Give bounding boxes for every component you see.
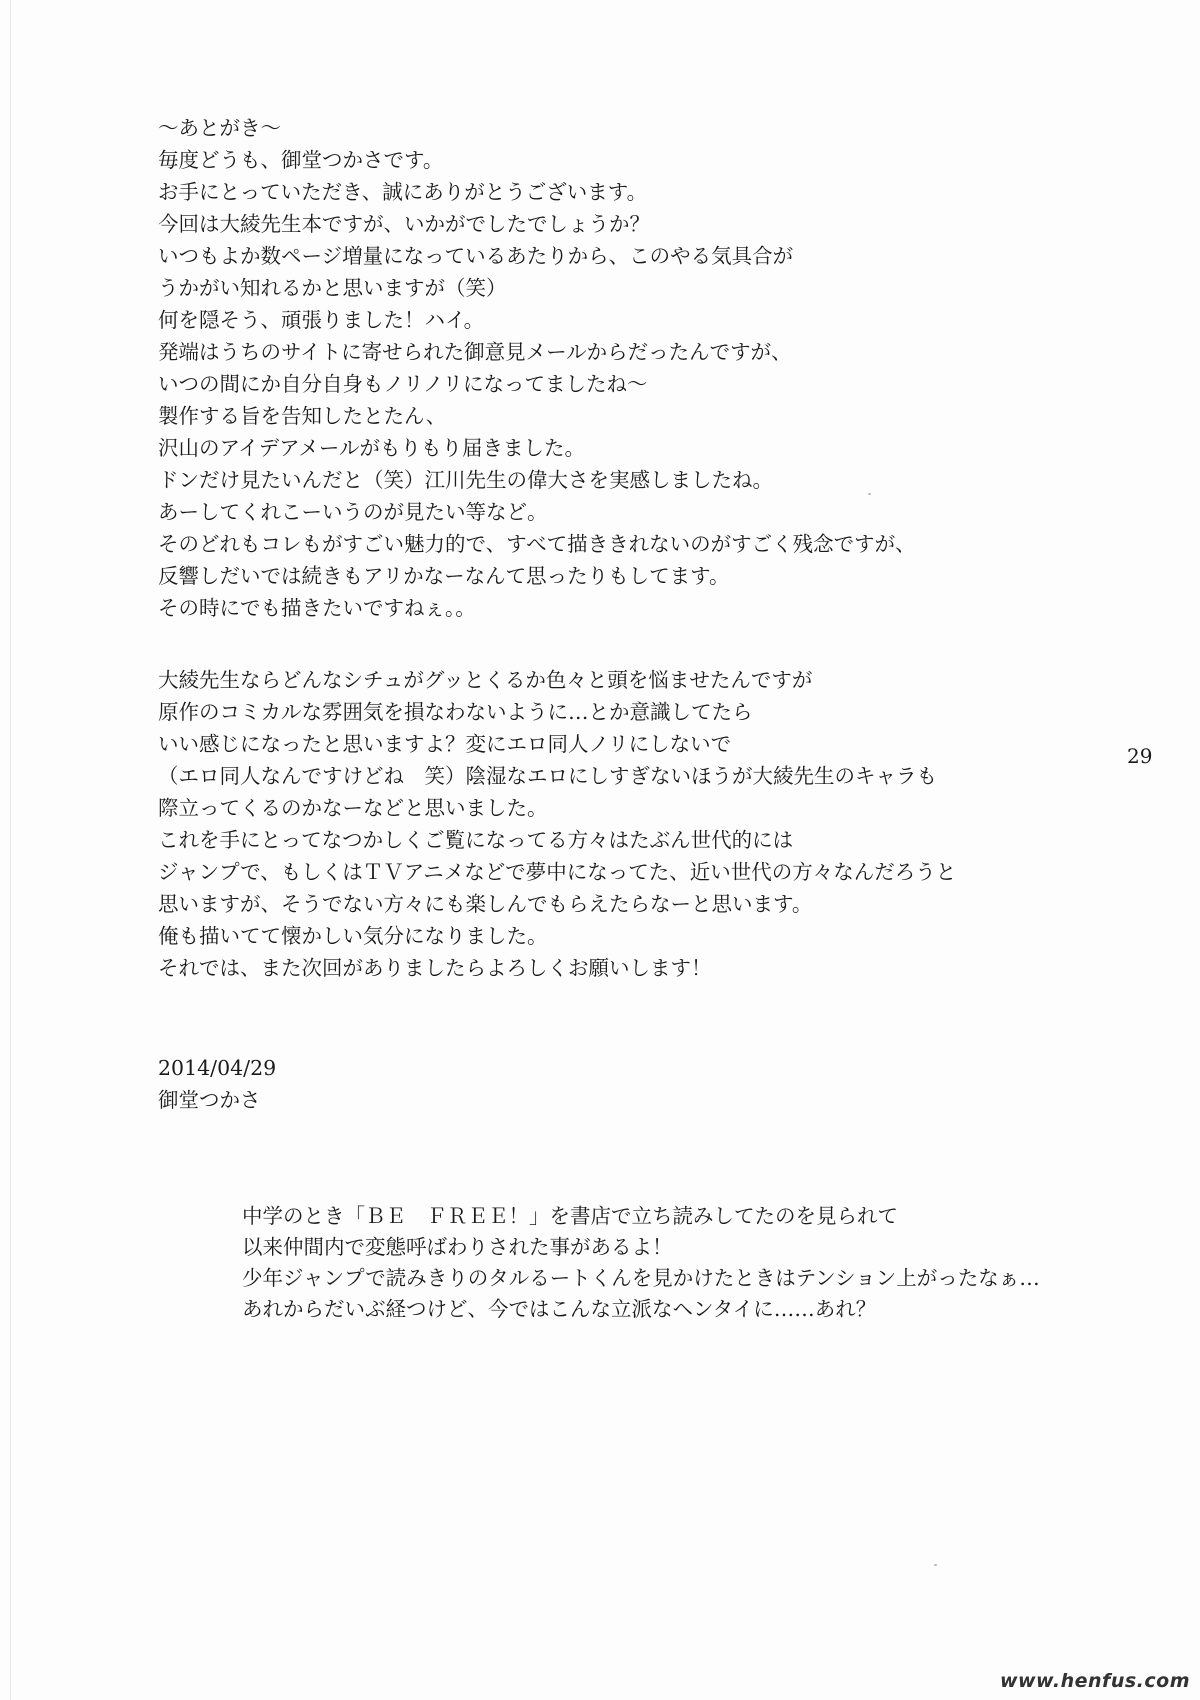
text-line: お手にとっていただき、誠にありがとうございます。: [158, 180, 648, 204]
text-line: 大綾先生ならどんなシチュがグッとくるか色々と頭を悩ませたんですが: [158, 668, 813, 692]
afterword-paragraph-2: [158, 664, 1058, 984]
comment-line: 以来仲間内で変態呼ばわりされた事があるよ！: [242, 1235, 673, 1259]
text-line: いつの間にか自分自身もノリノリになってましたね～: [158, 372, 648, 396]
text-line: いつもよか数ページ増量になっているあたりから、このやる気具合が: [158, 244, 794, 268]
afterword-paragraph-1: [158, 112, 1058, 624]
text-line: 何を隠そう、頑張りました！ハイ。: [158, 308, 485, 332]
afterword-heading: ～あとがき～: [158, 116, 281, 140]
text-line: 毎度どうも、御堂つかさです。: [158, 148, 444, 172]
text-line: ジャンプで、もしくはＴＶアニメなどで夢中になってた、近い世代の方々なんだろうと: [158, 860, 957, 884]
afterword-body: [158, 112, 1058, 984]
text-line: その時にでも描きたいですねぇ。。: [158, 596, 476, 620]
text-line: 反響しだいでは続きもアリかなーなんて思ったりもしてます。: [158, 564, 730, 588]
paragraph-gap: [158, 624, 1058, 664]
text-line: （エロ同人なんですけどね 笑）陰湿なエロにしすぎないほうが大綾先生のキャラも: [158, 764, 937, 788]
signature-author: 御堂つかさ: [158, 1088, 261, 1112]
text-line: 沢山のアイデアメールがもりもり届きました。: [158, 436, 586, 460]
text-line: 今回は大綾先生本ですが、いかがでしたでしょうか？: [158, 212, 650, 236]
scan-speck: [868, 493, 871, 495]
text-line: 原作のコミカルな雰囲気を損なわないように…とか意識してたら: [158, 700, 753, 724]
text-line: そのどれもコレもがすごい魅力的で、すべて描ききれないのがすごく残念ですが、: [158, 532, 916, 556]
text-line: ドンだけ見たいんだと（笑）江川先生の偉大さを実感しましたね。: [158, 468, 773, 492]
text-line: いい感じになったと思いますよ？変にエロ同人ノリにしないで: [158, 732, 732, 756]
watermark: www.henfus.com: [999, 1670, 1190, 1692]
text-line: 思いますが、そうでない方々にも楽しんでもらえたらなーと思います。: [158, 892, 813, 916]
author-comment: [242, 1201, 1142, 1325]
comment-line: あれからだいぶ経つけど、今ではこんな立派なヘンタイに……あれ？: [242, 1297, 877, 1321]
text-line: 製作する旨を告知したとたん、: [158, 404, 447, 428]
text-line: 俺も描いてて懐かしい気分になりました。: [158, 924, 548, 948]
page-number: 29: [1127, 744, 1153, 768]
text-line: それでは、また次回がありましたらよろしくお願いします！: [158, 956, 712, 980]
comment-line: 少年ジャンプで読みきりのタルるートくんを見かけたときはテンション上がったなぁ…: [242, 1266, 1040, 1290]
text-line: これを手にとってなつかしくご覧になってる方々はたぶん世代的には: [158, 828, 794, 852]
text-line: うかがい知れるかと思いますが（笑）: [158, 276, 507, 300]
signature-block: [158, 1052, 276, 1116]
signature-date: 2014/04/29: [158, 1056, 277, 1080]
text-line: 発端はうちのサイトに寄せられた御意見メールからだったんですが、: [158, 340, 792, 364]
comment-line: 中学のとき「ＢＥ ＦＲＥＥ！」を書店で立ち読みしてたのを見られて: [242, 1204, 898, 1228]
text-line: 際立ってくるのかなーなどと思いました。: [158, 796, 548, 820]
text-line: あーしてくれこーいうのが見たい等など。: [158, 500, 548, 524]
scan-speck: [934, 1564, 937, 1566]
scan-edge-line: [10, 0, 11, 1700]
